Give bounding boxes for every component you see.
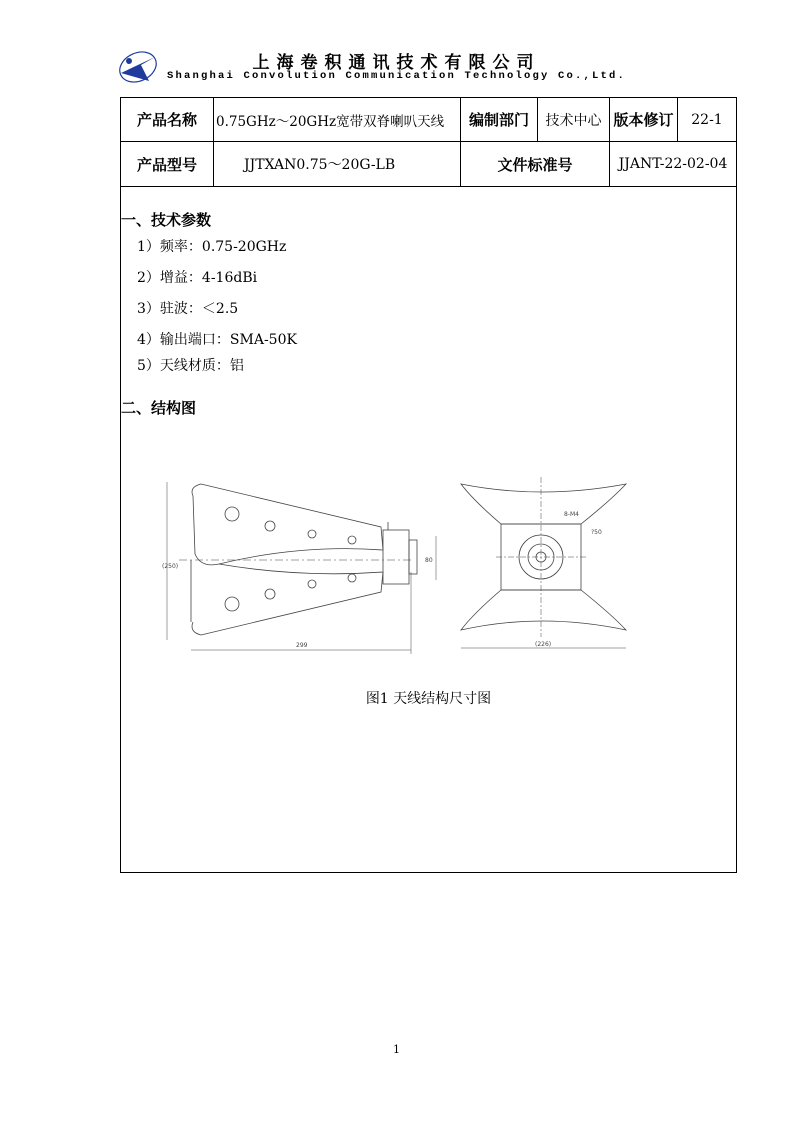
- page-number: 1: [393, 1043, 400, 1056]
- tech-params-heading: 一、技术参数: [121, 211, 212, 229]
- product-name-label: 产品名称: [121, 98, 214, 142]
- param-item: 4）输出端口：SMA-50K: [137, 332, 297, 348]
- side-view-drawing: [162, 482, 436, 654]
- structure-heading: 二、结构图: [121, 399, 197, 417]
- dim-hole-label: 8-M4: [564, 511, 579, 518]
- revision-label: 版本修订: [610, 98, 678, 142]
- company-name-en: Shanghai Convolution Communication Technology Co.,Ltd.: [166, 70, 627, 82]
- param-item: 2）增益：4-16dBi: [137, 270, 258, 286]
- company-name-cn: 上海卷积通讯技术有限公司: [252, 53, 541, 73]
- department-label: 编制部门: [461, 98, 538, 142]
- department-value: 技术中心: [538, 98, 610, 142]
- document-frame: [120, 97, 737, 873]
- param-item: 1）频率：0.75-20GHz: [137, 239, 287, 255]
- front-view-drawing: [461, 477, 626, 648]
- product-name-value: 0.75GHz～20GHz宽带双脊喇叭天线: [214, 98, 461, 142]
- doc-no-value: JJANT-22-02-04: [610, 142, 736, 187]
- model-label: 产品型号: [121, 142, 214, 187]
- antenna-structure-drawing: [161, 472, 641, 672]
- param-item: 3）驻波：＜2.5: [137, 301, 239, 317]
- revision-value: 22-1: [678, 98, 736, 142]
- dim-flange: ?50: [591, 529, 602, 536]
- dim-width-bottom: 299: [296, 642, 308, 649]
- dim-width-front: (226): [535, 641, 552, 648]
- dim-aperture: 80: [425, 557, 433, 564]
- figure-caption: 图1 天线结构尺寸图: [365, 691, 492, 707]
- doc-no-label: 文件标准号: [461, 142, 610, 187]
- model-value: JJTXAN0.75～20G-LB: [214, 142, 461, 187]
- param-item: 5）天线材质：铝: [137, 358, 244, 374]
- dim-height-left: (250): [162, 563, 179, 570]
